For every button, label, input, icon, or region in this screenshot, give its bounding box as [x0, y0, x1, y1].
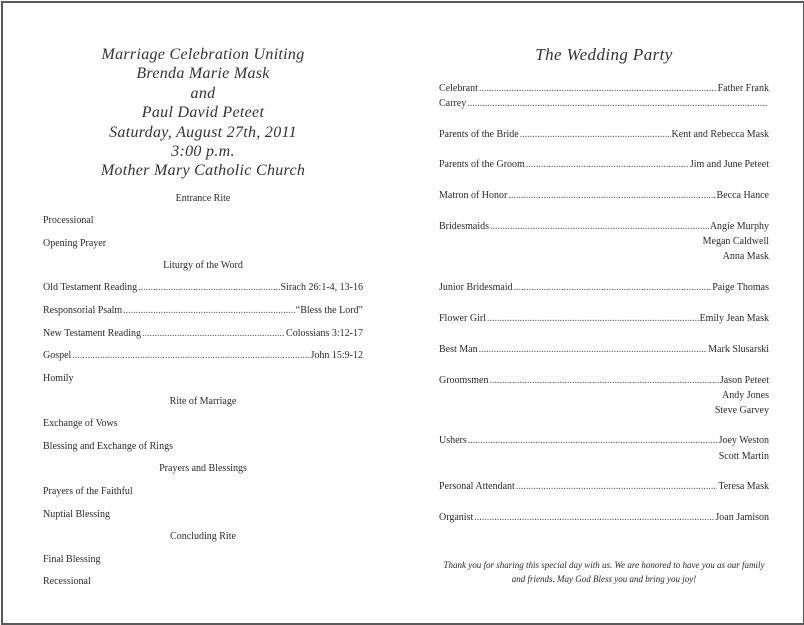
party-best-man: [439, 344, 769, 356]
party-celebrant-continued: [439, 98, 769, 110]
leader-dots: [142, 328, 285, 340]
leader-dots: [514, 282, 712, 294]
old-testament-label: Old Testament Reading: [43, 282, 138, 293]
item-nuptial-blessing: Nuptial Blessing: [43, 509, 110, 520]
best-man-value: Mark Slusarski: [708, 344, 769, 355]
flower-girl-value: Emily Jean Mask: [699, 313, 769, 324]
attendant-value: Teresa Mask: [718, 481, 769, 492]
item-opening-prayer: Opening Prayer: [43, 238, 107, 249]
new-testament-value: Colossians 3:12-17: [286, 328, 363, 339]
item-prayers-of-faithful: Prayers of the Faithful: [43, 486, 133, 497]
item-new-testament: [43, 328, 363, 340]
bride-name: Brenda Marie Mask: [136, 65, 270, 83]
section-title-entrance-rite: Entrance Rite: [175, 193, 231, 204]
ceremony-order-panel: [43, 45, 363, 587]
leader-dots: [468, 435, 718, 447]
bridesmaid-2: Megan Caldwell: [702, 236, 769, 247]
party-parents-groom: [439, 159, 769, 171]
groom-name: Paul David Peteet: [141, 104, 265, 122]
party-organist: [439, 512, 769, 524]
ushers-label: Ushers: [439, 435, 467, 446]
usher-2: Scott Martin: [718, 451, 769, 462]
item-exchange-of-vows: Exchange of Vows: [43, 418, 118, 429]
groomsman-2: Andy Jones: [722, 390, 769, 401]
leader-dots: [487, 313, 699, 325]
program-page: [1, 1, 804, 625]
party-matron: [439, 190, 769, 202]
psalm-label: Responsorial Psalm: [43, 305, 123, 316]
leader-dots: [516, 481, 718, 493]
item-gospel: [43, 350, 363, 362]
celebrant-value: Father Frank: [717, 83, 769, 94]
item-recessional: Recessional: [43, 576, 91, 587]
ceremony-venue: Mother Mary Catholic Church: [100, 162, 306, 180]
leader-dots: [138, 282, 279, 294]
leader-dots: [489, 375, 718, 387]
gospel-label: Gospel: [43, 350, 72, 361]
new-testament-label: New Testament Reading: [43, 328, 141, 339]
groomsmen-label: Groomsmen: [439, 375, 489, 386]
gospel-value: John 15:9-12: [310, 350, 363, 361]
section-title-liturgy: Liturgy of the Word: [163, 260, 243, 271]
leader-dots: [508, 190, 715, 202]
celebrant-continued: Carrey: [439, 98, 467, 109]
leader-dots: [474, 512, 714, 524]
best-man-label: Best Man: [439, 344, 478, 355]
old-testament-value: Sirach 26:1-4, 13-16: [280, 282, 363, 293]
party-flower-girl: [439, 313, 769, 325]
leader-dots: [479, 344, 708, 356]
party-junior-bridesmaid: [439, 282, 769, 294]
bridesmaids-label: Bridesmaids: [439, 221, 489, 232]
groomsman-1: Jason Peteet: [719, 375, 769, 386]
party-groomsmen: [439, 375, 769, 387]
parents-bride-label: Parents of the Bride: [439, 129, 519, 140]
party-parents-bride: [439, 129, 769, 141]
ceremony-time: 3:00 p.m.: [171, 143, 235, 161]
parents-groom-value: Jim and June Peteet: [689, 159, 769, 170]
usher-1: Joey Weston: [718, 435, 769, 446]
leader-dots: [467, 98, 768, 110]
leader-dots: [479, 83, 717, 95]
program-heading: [43, 45, 363, 181]
bridesmaid-3: Anna Mask: [722, 251, 769, 262]
leader-dots: [490, 221, 709, 233]
celebrant-label: Celebrant: [439, 83, 478, 94]
matron-value: Becca Hance: [716, 190, 769, 201]
heading-and: and: [190, 84, 216, 102]
matron-label: Matron of Honor: [439, 190, 508, 201]
groomsman-3: Steve Garvey: [714, 405, 769, 416]
thank-you-note: [437, 558, 771, 586]
wedding-party-title: The Wedding Party: [535, 45, 673, 64]
section-title-prayers: Prayers and Blessings: [159, 463, 247, 474]
leader-dots: [123, 305, 295, 317]
junior-bridesmaid-label: Junior Bridesmaid: [439, 282, 513, 293]
item-final-blessing: Final Blessing: [43, 554, 101, 565]
item-old-testament: [43, 282, 363, 294]
party-personal-attendant: [439, 481, 769, 493]
party-celebrant: [439, 83, 769, 95]
organist-label: Organist: [439, 512, 474, 523]
parents-bride-value: Kent and Rebecca Mask: [671, 129, 769, 140]
parents-groom-label: Parents of the Groom: [439, 159, 525, 170]
organist-value: Joan Jamison: [715, 512, 769, 523]
heading-line-1: Marriage Celebration Uniting: [101, 46, 305, 63]
leader-dots: [526, 159, 689, 171]
thank-you-line-1: Thank you for sharing this special day with us. We are honored to have you as our family: [443, 560, 765, 570]
section-title-rite-of-marriage: Rite of Marriage: [169, 396, 237, 407]
item-processional: Processional: [43, 215, 94, 226]
item-exchange-of-rings: Blessing and Exchange of Rings: [43, 441, 173, 452]
item-responsorial-psalm: [43, 305, 363, 317]
party-ushers: [439, 435, 769, 447]
leader-dots: [72, 350, 309, 362]
ceremony-date: Saturday, August 27th, 2011: [109, 123, 297, 141]
attendant-label: Personal Attendant: [439, 481, 515, 492]
leader-dots: [520, 129, 671, 141]
junior-bridesmaid-value: Paige Thomas: [712, 282, 769, 293]
item-homily: Homily: [43, 373, 74, 384]
section-title-concluding-rite: Concluding Rite: [170, 531, 236, 542]
psalm-value: “Bless the Lord”: [295, 305, 363, 316]
bridesmaid-1: Angie Murphy: [709, 221, 769, 232]
party-bridesmaids: [439, 221, 769, 233]
thank-you-line-2: and friends. May God Bless you and bring you joy!: [511, 574, 697, 584]
flower-girl-label: Flower Girl: [439, 313, 486, 324]
